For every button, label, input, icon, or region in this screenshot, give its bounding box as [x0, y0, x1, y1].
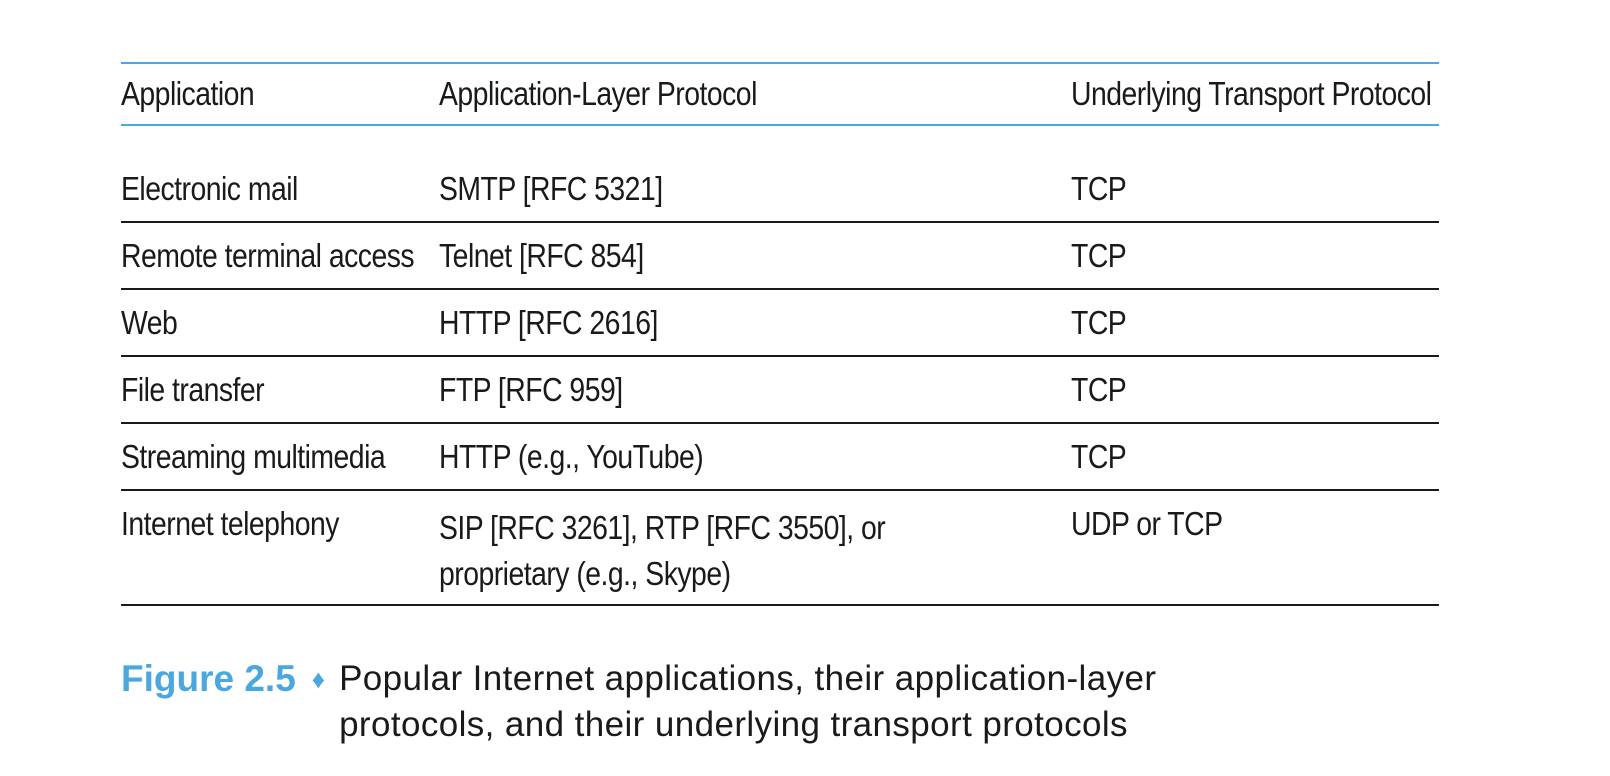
cell-application: Web — [121, 303, 178, 341]
table-row — [121, 491, 1439, 606]
table-header-row — [121, 64, 1439, 126]
figure-caption — [121, 656, 1321, 748]
cell-application: Streaming multimedia — [121, 437, 386, 475]
cell-transport: TCP — [1071, 370, 1127, 408]
cell-protocol: HTTP [RFC 2616] — [439, 303, 658, 341]
cell-transport: TCP — [1071, 169, 1127, 207]
cell-application: Remote terminal access — [121, 236, 415, 274]
caption-text: Popular Internet applications, their application-layer protocols, and their underlying transport protocols — [339, 659, 1157, 744]
table-row — [121, 424, 1439, 491]
header-underlying-transport-protocol: Underlying Transport Protocol — [1071, 75, 1432, 112]
cell-transport: TCP — [1071, 236, 1127, 274]
cell-protocol: Telnet [RFC 854] — [439, 236, 644, 274]
cell-protocol: FTP [RFC 959] — [439, 370, 623, 408]
cell-transport: UDP or TCP — [1071, 505, 1223, 542]
cell-protocol: SMTP [RFC 5321] — [439, 169, 663, 207]
figure-label: Figure 2.5 — [121, 658, 296, 699]
diamond-icon: ♦ — [311, 664, 326, 694]
protocol-table — [121, 62, 1439, 606]
cell-transport: TCP — [1071, 437, 1127, 475]
cell-application: Electronic mail — [121, 169, 298, 207]
cell-protocol: HTTP (e.g., YouTube) — [439, 437, 704, 475]
cell-application: File transfer — [121, 370, 265, 408]
header-application: Application — [121, 75, 255, 112]
cell-transport: TCP — [1071, 303, 1127, 341]
cell-application: Internet telephony — [121, 505, 339, 542]
header-spacer — [121, 126, 1439, 156]
header-application-layer-protocol: Application-Layer Protocol — [439, 75, 757, 112]
table-row — [121, 290, 1439, 357]
table-row — [121, 357, 1439, 424]
cell-protocol: SIP [RFC 3261], RTP [RFC 3550], or proprietary (e.g., Skype) — [439, 509, 886, 592]
table-row — [121, 156, 1439, 223]
table-row — [121, 223, 1439, 290]
